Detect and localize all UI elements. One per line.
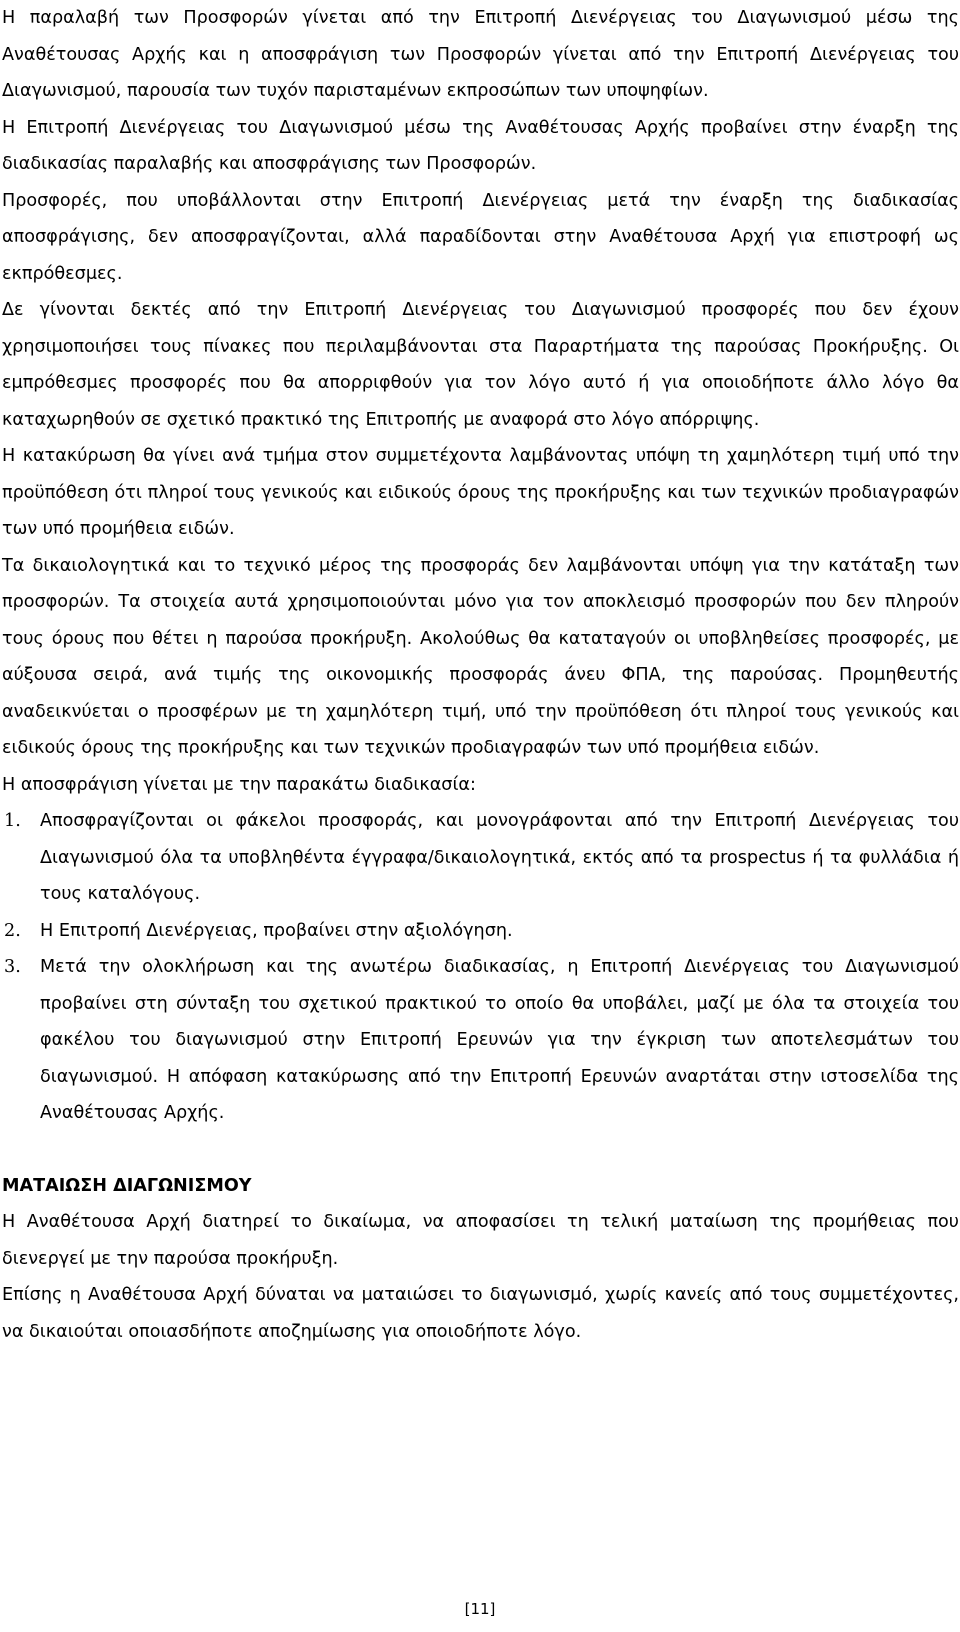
page-number: [11] bbox=[464, 1600, 496, 1618]
list-item-number: 2. bbox=[4, 920, 21, 941]
list-item-number: 3. bbox=[4, 957, 21, 977]
paragraph-6: Τα δικαιολογητικά και το τεχνικό μέρος της προσφοράς δεν λαμβάνονται υπόψη για την κατάταξη των προσφορών. Τα στοιχεία αυτά χρησιμοποιούνται μόνο για τον αποκλεισμό προσφορών που δεν πληρούν τους όρους που θέτει η παρούσα προκήρυξη. Ακολούθως θα καταταγούν οι υποβληθείσες προσφορές, με αύξουσα σειρά, ανά τιμής της οικονομικής προσφοράς άνευ ΦΠΑ, της παρούσας. Προμηθευτής αναδεικνύεται ο προσφέρων με τη χαμηλότερη τιμή, υπό την προϋπόθεση ότι πληροί τους γενικούς και ειδικούς όρους της προκήρυξης και των τεχνικών προδιαγραφών των υπό προμήθεια ειδών. bbox=[2, 555, 959, 758]
list-item bbox=[2, 803, 959, 913]
list-item-text: Μετά την ολοκλήρωση και της ανωτέρω διαδικασίας, η Επιτροπή Διενέργειας του Διαγωνισμού προβαίνει στη σύνταξη του σχετικού πρακτικού το οποίο θα υποβάλει, μαζί με όλα τα στοιχεία του φακέλου του διαγωνισμού στην Επιτροπή Ερευνών για την έγκριση των αποτελεσμάτων του διαγωνισμού. Η απόφαση κατακύρωσης από την Επιτροπή Ερευνών αναρτάται στην ιστοσελίδα της Αναθέτουσας Αρχής. bbox=[40, 957, 959, 1123]
paragraph-7: Η αποσφράγιση γίνεται με την παρακάτω διαδικασία: bbox=[2, 774, 476, 795]
paragraph-9: Επίσης η Αναθέτουσα Αρχή δύναται να ματαιώσει το διαγωνισμό, χωρίς κανείς από τους συμμετέχοντες, να δικαιούται οποιασδήποτε αποζημίωσης για οποιοδήποτε λόγο. bbox=[2, 1285, 959, 1342]
paragraph-1: Η παραλαβή των Προσφορών γίνεται από την Επιτροπή Διενέργειας του Διαγωνισμού μέσω της Αναθέτουσας Αρχής και η αποσφράγιση των Προσφορών γίνεται από την Επιτροπή Διενέργειας του Διαγωνισμού, παρουσία των τυχόν παρισταμένων εκπροσώπων των υποψηφίων. bbox=[2, 8, 959, 101]
document-body bbox=[2, 0, 959, 1350]
paragraph-3: Προσφορές, που υποβάλλονται στην Επιτροπή Διενέργειας μετά την έναρξη της διαδικασίας αποσφράγισης, δεν αποσφραγίζονται, αλλά παραδίδονται στην Αναθέτουσα Αρχή για επιστροφή ως εκπρόθεσμες. bbox=[2, 190, 959, 284]
paragraph-4: Δε γίνονται δεκτές από την Επιτροπή Διενέργειας του Διαγωνισμού προσφορές που δεν έχουν χρησιμοποιήσει τους πίνακες που περιλαμβάνονται στα Παραρτήματα της παρούσας Προκήρυξης. Οι εμπρόθεσμες προσφορές που θα απορριφθούν για τον λόγο αυτό ή για οποιοδήποτε άλλο λόγο θα καταχωρηθούν σε σχετικό πρακτικό της Επιτροπής με αναφορά στο λόγο απόρριψης. bbox=[2, 300, 959, 430]
list-item-text: Η Επιτροπή Διενέργειας, προβαίνει στην αξιολόγηση. bbox=[40, 920, 513, 941]
procedure-list bbox=[2, 803, 959, 1132]
paragraph-2: Η Επιτροπή Διενέργειας του Διαγωνισμού μέσω της Αναθέτουσας Αρχής προβαίνει στην έναρξη της διαδικασίας παραλαβής και αποσφράγισης των Προσφορών. bbox=[2, 117, 959, 174]
section-title: ΜΑΤΑΙΩΣΗ ΔΙΑΓΩΝΙΣΜΟΥ bbox=[2, 1175, 252, 1196]
list-item bbox=[2, 949, 959, 1132]
paragraph-5: Η κατακύρωση θα γίνει ανά τμήμα στον συμμετέχοντα λαμβάνοντας υπόψη τη χαμηλότερη τιμή υπό την προϋπόθεση ότι πληροί τους γενικούς και ειδικούς όρους της προκήρυξης και των τεχνικών προδιαγραφών των υπό προμήθεια ειδών. bbox=[2, 446, 959, 539]
list-item bbox=[2, 913, 959, 950]
list-item-text: Αποσφραγίζονται οι φάκελοι προσφοράς, και μονογράφονται από την Επιτροπή Διενέργειας του Διαγωνισμού όλα τα υποβληθέντα έγγραφα/δικαιολογητικά, εκτός από τα prospectus ή τα φυλλάδια ή τους καταλόγους. bbox=[40, 811, 959, 904]
paragraph-8: Η Αναθέτουσα Αρχή διατηρεί το δικαίωμα, να αποφασίσει τη τελική ματαίωση της προμήθειας που διενεργεί με την παρούσα προκήρυξη. bbox=[2, 1212, 959, 1269]
list-item-number: 1. bbox=[4, 811, 21, 831]
